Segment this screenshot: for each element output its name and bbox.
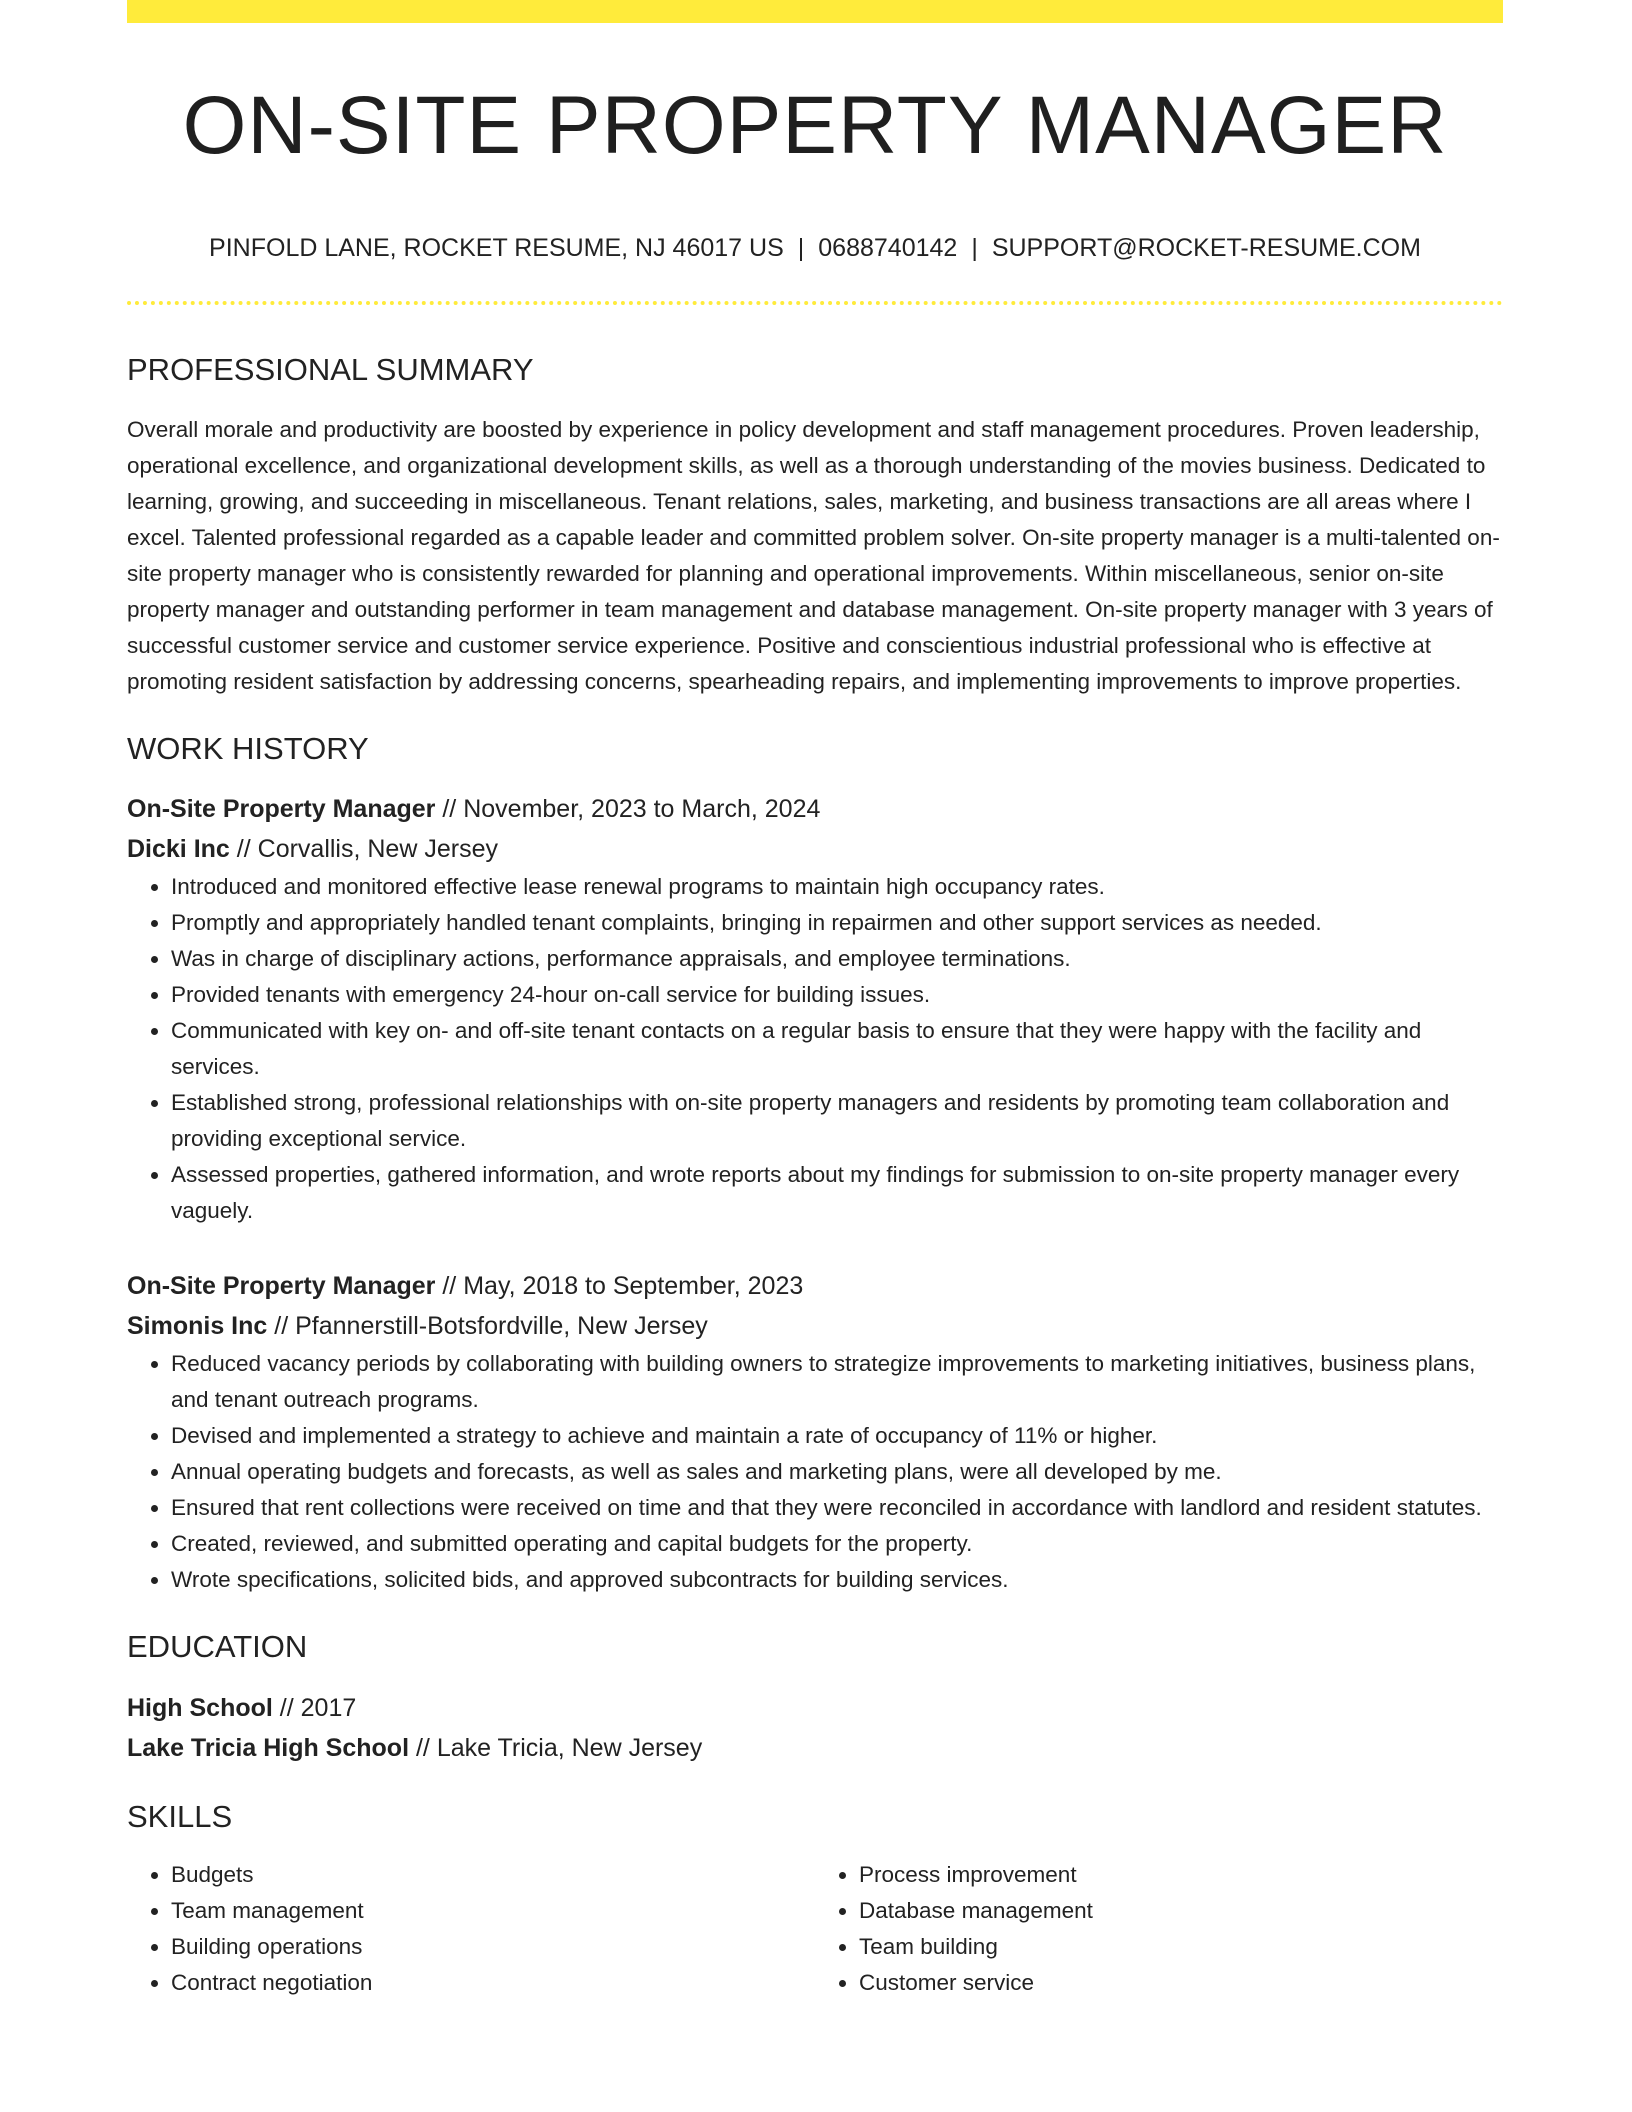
job-location: Corvallis, New Jersey xyxy=(257,835,498,864)
list-item: • Assessed properties, gathered information, and wrote reports about my findings for submission to on-site property manager every vaguely. xyxy=(171,1157,1503,1229)
resume-page xyxy=(127,0,1503,2001)
job-company: Dicki Inc xyxy=(127,835,230,864)
contact-address: PINFOLD LANE, ROCKET RESUME, NJ 46017 US xyxy=(209,234,784,262)
job-entry xyxy=(127,1266,1503,1598)
job-role: On-Site Property Manager xyxy=(127,1272,436,1301)
education-school: Lake Tricia High School xyxy=(127,1733,410,1762)
list-item: • Customer service xyxy=(859,1965,1503,2001)
list-item: • Communicated with key on- and off-site tenant contacts on a regular basis to ensure that they were happy with the facility and services. xyxy=(171,1013,1503,1085)
education-heading: EDUCATION xyxy=(127,1629,308,1665)
list-item: • Established strong, professional relationships with on-site property managers and residents by promoting team collaboration and providing exceptional service. xyxy=(171,1085,1503,1157)
education-degree: High School xyxy=(127,1693,273,1722)
delimiter: // xyxy=(279,1693,294,1722)
list-item: • Devised and implemented a strategy to achieve and maintain a rate of occupancy of 11% or higher. xyxy=(171,1418,1503,1454)
top-accent-bar xyxy=(127,0,1503,23)
list-item: • Contract negotiation xyxy=(171,1965,815,2001)
education-degree-line xyxy=(127,1688,1503,1728)
delimiter: // xyxy=(274,1312,289,1341)
list-item: • Promptly and appropriately handled tenant complaints, bringing in repairmen and other support services as needed. xyxy=(171,905,1503,941)
education-year: 2017 xyxy=(300,1693,357,1722)
list-item: • Team management xyxy=(171,1893,815,1929)
delimiter: // xyxy=(442,795,457,824)
skills-heading: SKILLS xyxy=(127,1798,233,1834)
list-item: • Was in charge of disciplinary actions, performance appraisals, and employee terminations. xyxy=(171,941,1503,977)
list-item: • Budgets xyxy=(171,1857,815,1893)
list-item: • Introduced and monitored effective lease renewal programs to maintain high occupancy rates. xyxy=(171,869,1503,905)
summary-heading: PROFESSIONAL SUMMARY xyxy=(127,352,534,387)
delimiter: // xyxy=(236,835,251,864)
job-bullets xyxy=(127,869,1503,1229)
job-title-line xyxy=(127,1266,1503,1306)
list-item: • Annual operating budgets and forecasts, as well as sales and marketing plans, were all developed by me. xyxy=(171,1454,1503,1490)
contact-separator: | xyxy=(797,234,805,262)
job-company-line xyxy=(127,1306,1503,1346)
job-entry xyxy=(127,789,1503,1229)
job-dates: May, 2018 to September, 2023 xyxy=(463,1272,804,1301)
contact-phone: 0688740142 xyxy=(818,234,958,262)
education-school-line xyxy=(127,1728,1503,1768)
skills-left-column xyxy=(127,1857,815,2001)
contact-email: SUPPORT@ROCKET-RESUME.COM xyxy=(991,234,1421,262)
skills-right-column xyxy=(815,1857,1503,2001)
list-item: • Wrote specifications, solicited bids, and approved subcontracts for building services. xyxy=(171,1562,1503,1598)
contact-separator: | xyxy=(971,234,978,262)
job-location: Pfannerstill-Botsfordville, New Jersey xyxy=(295,1312,708,1341)
job-dates: November, 2023 to March, 2024 xyxy=(463,795,821,824)
delimiter: // xyxy=(442,1272,457,1301)
job-role: On-Site Property Manager xyxy=(127,795,436,824)
education-location: Lake Tricia, New Jersey xyxy=(436,1733,703,1762)
list-item: • Ensured that rent collections were received on time and that they were reconciled in accordance with landlord and resident statutes. xyxy=(171,1490,1503,1526)
work-history-heading: WORK HISTORY xyxy=(127,731,369,767)
skills-grid xyxy=(127,1857,1503,2001)
list-item: • Building operations xyxy=(171,1929,815,1965)
candidate-name: ON-SITE PROPERTY MANAGER xyxy=(182,80,1448,171)
list-item: • Created, reviewed, and submitted operating and capital budgets for the property. xyxy=(171,1526,1503,1562)
list-item: • Reduced vacancy periods by collaborating with building owners to strategize improvements to marketing initiatives, business plans, and tenant outreach programs. xyxy=(171,1346,1503,1418)
list-item: • Team building xyxy=(859,1929,1503,1965)
job-company: Simonis Inc xyxy=(127,1312,268,1341)
contact-line xyxy=(127,233,1503,263)
delimiter: // xyxy=(415,1733,430,1762)
summary-text: Overall morale and productivity are boosted by experience in policy development and staff management procedures. Proven leadership, operational excellence, and organizational development skills, as well as a thorough understanding of the movies business. Dedicated to learning, growing, and succeeding in miscellaneous. Tenant relations, sales, marketing, and business transactions are all areas where I excel. Talented professional regarded as a capable leader and committed problem solver. On-site property manager is a multi-talented on-site property manager who is consistently rewarded for planning and operational improvements. Within miscellaneous, senior on-site property manager and outstanding performer in team management and database management. On-site property manager with 3 years of successful customer service and customer service experience. Positive and conscientious industrial professional who is effective at promoting resident satisfaction by addressing concerns, spearheading repairs, and implementing improvements to improve properties. xyxy=(127,417,1500,695)
list-item: • Database management xyxy=(859,1893,1503,1929)
job-company-line xyxy=(127,829,1503,869)
dotted-divider xyxy=(127,301,1503,305)
list-item: • Process improvement xyxy=(859,1857,1503,1893)
job-bullets xyxy=(127,1346,1503,1598)
job-title-line xyxy=(127,789,1503,829)
list-item: • Provided tenants with emergency 24-hour on-call service for building issues. xyxy=(171,977,1503,1013)
